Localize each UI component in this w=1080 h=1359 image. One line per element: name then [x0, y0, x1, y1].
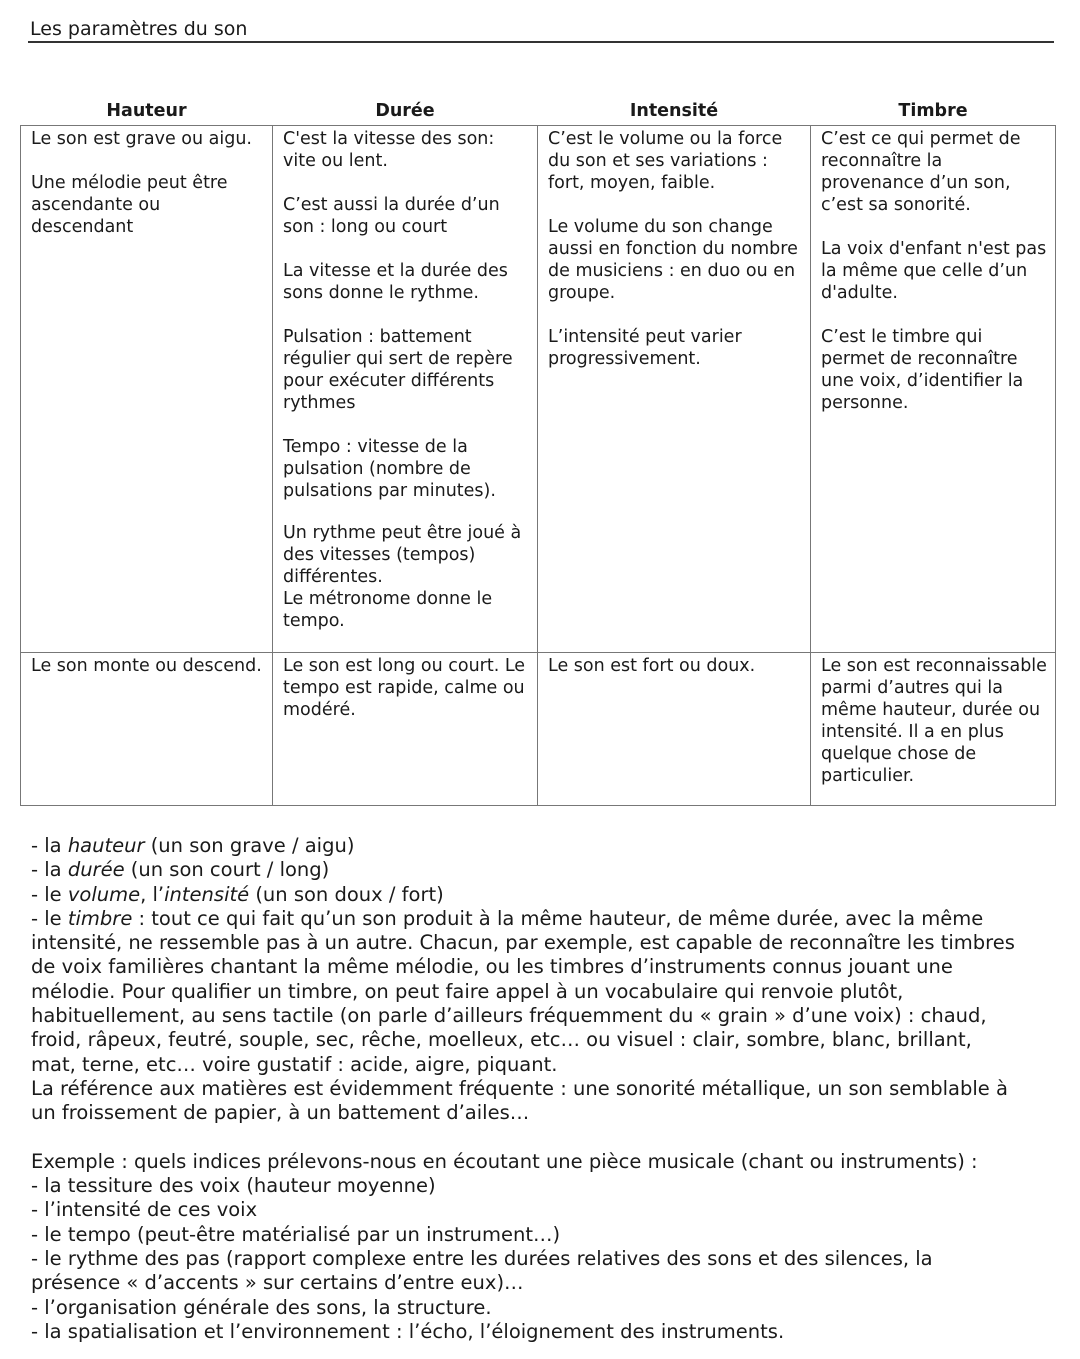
- text-line: intensité, ne ressemble pas à un autre. Chacun, par exemple, est capable de reconnaître les timbres: [31, 931, 1015, 955]
- list-item: - l’intensité de ces voix: [31, 1198, 258, 1222]
- header-hauteur: Hauteur: [106, 101, 187, 121]
- text-line: mat, terne, etc… voire gustatif : acide, aigre, piquant.: [31, 1052, 558, 1076]
- list-item: - l’organisation générale des sons, la structure.: [31, 1295, 492, 1319]
- list-item: - le rythme des pas (rapport complexe entre les durées relatives des sons et des silences, la: [31, 1247, 933, 1271]
- list-item-hauteur: - la hauteur (un son grave / aigu): [31, 834, 355, 857]
- cell-timbre-description: [811, 126, 1056, 653]
- cell-hauteur-summary: Le son monte ou descend.: [21, 653, 273, 806]
- list-item-timbre: - le timbre : tout ce qui fait qu’un son produit à la même hauteur, de même durée, avec la même: [31, 906, 984, 930]
- cell-paragraph: C’est le timbre qui permet de reconnaître une voix, d’identifier la personne.: [821, 327, 1024, 413]
- sound-parameters-table: [20, 97, 1056, 806]
- term-intensite: intensité: [164, 882, 250, 906]
- title-underline: [28, 41, 1054, 43]
- text-line: Exemple : quels indices prélevons-nous en écoutant une pièce musicale (chant ou instruments) :: [31, 1149, 978, 1173]
- cell-paragraph: Pulsation : battement régulier qui sert de repère pour exécuter différents rythmes: [283, 327, 513, 413]
- explanation-text: [31, 834, 1061, 1344]
- list-item: - le tempo (peut-être matérialisé par un instrument…): [31, 1222, 561, 1246]
- cell-paragraph: Le volume du son change aussi en fonction du nombre de musiciens : en duo ou en groupe.: [548, 217, 798, 303]
- text-line: un froissement de papier, à un battement d’ailes…: [31, 1101, 530, 1125]
- cell-paragraph: Le métronome donne le tempo.: [283, 589, 493, 631]
- cell-timbre-summary: Le son est reconnaissable parmi d’autres qui la même hauteur, durée ou intensité. Il a en plus quelque chose de particulier.: [811, 653, 1056, 806]
- cell-paragraph: Le son est grave ou aigu.: [31, 129, 252, 149]
- text-line: habituellement, au sens tactile (on parle d’ailleurs fréquemment du « grain » d’une voix) : chaud,: [31, 1004, 987, 1028]
- term-duree: durée: [67, 858, 125, 882]
- cell-paragraph: La voix d'enfant n'est pas la même que celle d’un d'adulte.: [821, 239, 1047, 303]
- text-line: La référence aux matières est évidemment fréquente : une sonorité métallique, un son semblable à: [31, 1076, 1008, 1100]
- header-intensite: Intensité: [629, 101, 719, 121]
- header-duree: Durée: [375, 101, 435, 121]
- page-title: Les paramètres du son: [30, 18, 248, 40]
- table-row: [21, 653, 1056, 806]
- cell-paragraph: C’est aussi la durée d’un son : long ou court: [283, 195, 500, 237]
- list-item-volume: - le volume, l’intensité (un son doux / fort): [31, 882, 444, 906]
- cell-paragraph: La vitesse et la durée des sons donne le rythme.: [283, 261, 508, 303]
- table-row: [21, 126, 1056, 653]
- cell-paragraph: Tempo : vitesse de la pulsation (nombre de pulsations par minutes).: [283, 437, 496, 501]
- cell-duree-description: [273, 126, 538, 653]
- list-item: - la spatialisation et l’environnement : l’écho, l’éloignement des instruments.: [31, 1319, 785, 1343]
- text-line: mélodie. Pour qualifier un timbre, on peut faire appel à un vocabulaire qui renvoie plutôt,: [31, 979, 904, 1003]
- list-item: - la tessiture des voix (hauteur moyenne): [31, 1174, 436, 1198]
- term-volume: volume: [67, 882, 141, 906]
- header-timbre: Timbre: [898, 101, 968, 121]
- cell-duree-summary: Le son est long ou court. Le tempo est rapide, calme ou modéré.: [273, 653, 538, 806]
- cell-paragraph: C’est le volume ou la force du son et ses variations : fort, moyen, faible.: [548, 129, 783, 193]
- cell-paragraph: Une mélodie peut être ascendante ou descendant: [31, 173, 228, 237]
- text-line: présence « d’accents » sur certains d’entre eux)…: [31, 1271, 524, 1295]
- paragraph-gap: [31, 1126, 1061, 1150]
- cell-paragraph: Un rythme peut être joué à des vitesses (tempos) différentes.: [283, 523, 522, 587]
- cell-paragraph: C'est la vitesse des son: vite ou lent.: [283, 129, 495, 171]
- list-item-duree: - la durée (un son court / long): [31, 858, 330, 882]
- cell-intensite-summary: Le son est fort ou doux.: [538, 653, 811, 806]
- cell-paragraph: C’est ce qui permet de reconnaître la provenance d’un son, c’est sa sonorité.: [821, 129, 1021, 215]
- cell-paragraph: L’intensité peut varier progressivement.: [548, 327, 742, 369]
- text-line: de voix familières chantant la même mélodie, ou les timbres d’instruments connus jouant une: [31, 955, 953, 979]
- table-header-row: [21, 97, 1056, 126]
- term-timbre: timbre: [67, 906, 133, 930]
- term-hauteur: hauteur: [67, 834, 145, 857]
- cell-hauteur-description: [21, 126, 273, 653]
- cell-intensite-description: [538, 126, 811, 653]
- text-line: froid, râpeux, feutré, souple, sec, rêche, moelleux, etc… ou visuel : clair, sombre, blanc, brillant,: [31, 1028, 972, 1052]
